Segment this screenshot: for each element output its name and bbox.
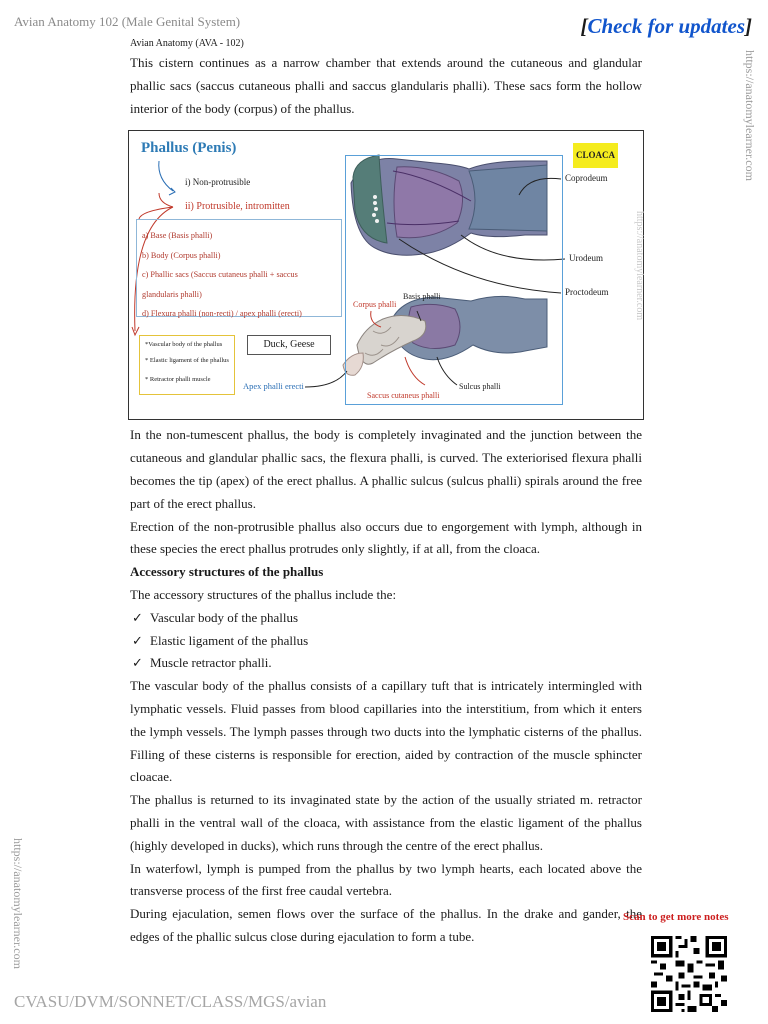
paragraph-ejaculation: During ejaculation, semen flows over the surface of the phallus. In the drake and gander, the edges of the phallic sulcus close during ejaculation to form a tube. bbox=[130, 906, 642, 944]
leader-apex-phalli bbox=[305, 371, 347, 387]
footer-code: CVASU/DVM/SONNET/CLASS/MGS/avian bbox=[14, 992, 327, 1011]
part-body: b) Body (Corpus phalli) bbox=[142, 250, 221, 260]
label-sulcus-phalli: Sulcus phalli bbox=[459, 382, 501, 392]
paragraph-lymph-hearts: In waterfowl, lymph is pumped from the phallus by two lymph hearts, each located above the transverse process of the first free caudal vertebra. bbox=[130, 860, 642, 899]
qr-code-icon[interactable] bbox=[651, 936, 727, 1012]
part-phallic-sacs: c) Phallic sacs (Saccus cutaneus phalli + saccus glandularis phalli) bbox=[142, 270, 298, 299]
type-non-protrusible: i) Non-protrusible bbox=[185, 177, 251, 188]
check-for-updates-label[interactable]: Check for updates bbox=[587, 14, 745, 38]
arrow-to-parts bbox=[139, 207, 173, 219]
label-apex-phalli: Apex phalli erecti bbox=[243, 381, 304, 392]
accessory-vascular: *Vascular body of the phallus bbox=[145, 341, 223, 349]
illustration-frame bbox=[345, 155, 563, 405]
part-base: a) Base (Basis phalli) bbox=[142, 231, 213, 241]
label-corpus-phalli: Corpus phalli bbox=[353, 300, 397, 310]
paragraph-retraction: The phallus is returned to its invaginated state by the action of the usually striated m. retractor phalli in the ventral wall of the cloaca, with assistance from the elastic ligament of the phallus (highly developed in ducks), which runs through the centre of the erect phallus. bbox=[130, 792, 642, 853]
arrow-to-non-protrusible bbox=[159, 161, 173, 191]
accessory-structures-box bbox=[139, 335, 235, 395]
side-url-left[interactable]: https://anatomylearner.com bbox=[11, 838, 25, 969]
paragraph-cistern: This cistern continues as a narrow chamber that extends around the cutaneous and glandular phallic sacs (saccus cutaneous phalli and saccus glandularis phalli). These sacs form the hollow interior of the body (corpus) of the phallus. bbox=[130, 55, 642, 116]
accessory-elastic: * Elastic ligament of the phallus bbox=[145, 357, 229, 365]
page-content bbox=[130, 52, 645, 949]
phallus-parts-list bbox=[136, 219, 342, 317]
checklist-item: ✓ Elastic ligament of the phallus bbox=[130, 630, 642, 653]
paragraph-accessory-intro: The accessory structures of the phallus include the: bbox=[130, 586, 397, 602]
label-urodeum: Urodeum bbox=[569, 253, 603, 264]
checklist-item: ✓ Muscle retractor phalli. bbox=[130, 652, 642, 675]
side-url-right[interactable]: https://anatomylearner.com bbox=[743, 50, 757, 181]
section-heading-accessory: Accessory structures of the phallus bbox=[130, 564, 324, 580]
arrow-to-protrusible bbox=[159, 193, 173, 207]
check-for-updates-link[interactable]: [Check for updates] bbox=[580, 14, 752, 38]
accessory-retractor: * Retractor phalli muscle bbox=[145, 376, 211, 384]
paragraph-vascular-body: The vascular body of the phallus consists of a capillary tuft that is intricately intermingled with lymphatic vessels. Fluid passes from blood capillaries into the interstitium, from which it enters the lymph vessels. The lymph passes through two ducts into the lymphatic cisterns of the phallus. Filling of these cisterns is responsible for erection, aided by contraction of the muscle sphincter cloacae. bbox=[130, 678, 642, 785]
figure-watermark: https://anatomylearner.com bbox=[633, 211, 645, 321]
arrowhead-accessory-icon bbox=[132, 327, 139, 335]
checklist-item: ✓ Vascular body of the phallus bbox=[130, 607, 642, 630]
cloaca-tag: CLOACA bbox=[573, 143, 618, 168]
part-flexura: d) Flexura phalli (non-recti) / apex phalli (erecti) bbox=[142, 309, 302, 319]
label-basis-phalli: Basis phalli bbox=[403, 292, 441, 302]
label-coprodeum: Coprodeum bbox=[565, 173, 608, 184]
paragraph-erection: Erection of the non-protrusible phallus also occurs due to engorgement with lymph, although in these species the erect phallus protrudes only slightly, if at all, from the cloaca. bbox=[130, 518, 642, 557]
type-protrusible: ii) Protrusible, intromitten bbox=[185, 201, 290, 213]
species-box: Duck, Geese bbox=[247, 335, 331, 355]
label-saccus-cutaneus: Saccus cutaneus phalli bbox=[367, 391, 440, 401]
paragraph-non-tumescent: In the non-tumescent phallus, the body is completely invaginated and the junction between the cutaneous and glandular phallic sacs, the flexura phalli, is curved. The exteriorised flexura phalli becomes the tip (apex) of the erect phallus. A phallic sulcus (sulcus phalli) spirals around the free part of the erect phallus. bbox=[130, 427, 642, 511]
phallus-figure bbox=[128, 130, 644, 420]
accessory-checklist bbox=[130, 607, 642, 675]
label-proctodeum: Proctodeum bbox=[565, 287, 609, 298]
course-code: Avian Anatomy (AVA - 102) bbox=[130, 38, 244, 49]
running-header: Avian Anatomy 102 (Male Genital System) bbox=[14, 14, 241, 29]
figure-title: Phallus (Penis) bbox=[141, 140, 237, 157]
scan-label: Scan to get more notes bbox=[623, 911, 729, 923]
